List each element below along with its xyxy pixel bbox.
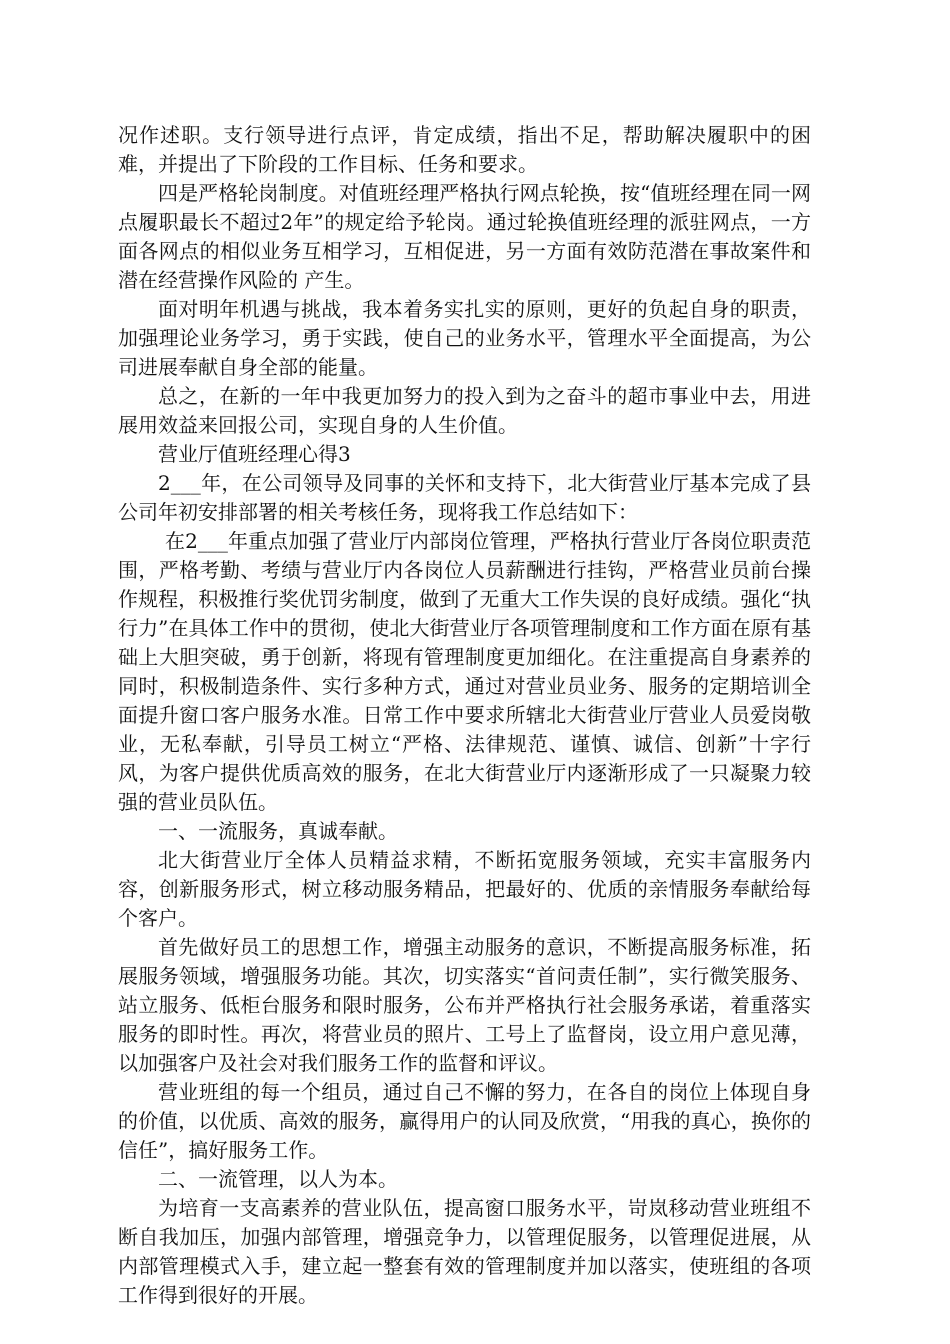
paragraph-10: 为培育一支高素养的营业队伍，提高窗口服务水平，岢岚移动营业班组不断自我加压，加强内部管理，增强竞争力，以管理促服务，以管理促进展，从内部管理模式入手，建立起一整套有效的管理制度并加以落实，使班组的各项工作得到很好的开展。: [118, 1196, 811, 1307]
subheading-1: 一、一流服务，真诚奉献。: [158, 819, 398, 843]
paragraph-2: 四是严格轮岗制度。对值班经理严格执行网点轮换，按“值班经理在同一网点履职最长不超过2年”的规定给予轮岗。通过轮换值班经理的派驻网点，一方面各网点的相似业务互相学习，互相促进，另一方面有效防范潜在事故案件和潜在经营操作风险的 产生。: [118, 181, 811, 292]
paragraph-3: 面对明年机遇与挑战，我本着务实扎实的原则，更好的负起自身的职责，加强理论业务学习，勇于实践，使自己的业务水平，管理水平全面提高，为公司进展奉献自身全部的能量。: [118, 297, 811, 379]
paragraph-1: 况作述职。支行领导进行点评，肯定成绩，指出不足，帮助解决履职中的困难，并提出了下阶段的工作目标、任务和要求。: [118, 123, 811, 176]
document-page: [118, 121, 811, 1310]
paragraph-5: 2___年，在公司领导及同事的关怀和支持下，北大街营业厅基本完成了县公司年初安排部署的相关考核任务，现将我工作总结如下：: [118, 471, 811, 524]
subheading-2: 二、一流管理，以人为本。: [158, 1167, 398, 1191]
paragraph-7: 北大街营业厅全体人员精益求精，不断拓宽服务领域，充实丰富服务内容，创新服务形式，树立移动服务精品，把最好的、优质的亲情服务奉献给每个客户。: [118, 848, 811, 930]
paragraph-9: 营业班组的每一个组员，通过自己不懈的努力，在各自的岗位上体现自身的价值，以优质、高效的服务，赢得用户的认同及欣赏，“用我的真心，换你的信任”，搞好服务工作。: [118, 1080, 811, 1162]
paragraph-8: 首先做好员工的思想工作，增强主动服务的意识，不断提高服务标准，拓展服务领域，增强服务功能。其次，切实落实“首问责任制”，实行微笑服务、站立服务、低柜台服务和限时服务，公布并严格执行社会服务承诺，着重落实服务的即时性。再次，将营业员的照片、工号上了监督岗，设立用户意见薄，以加强客户及社会对我们服务工作的监督和评议。: [118, 935, 811, 1075]
section-heading: 营业厅值班经理心得3: [158, 442, 351, 466]
paragraph-6: 在2___年重点加强了营业厅内部岗位管理，严格执行营业厅各岗位职责范围，严格考勤、考绩与营业厅内各岗位人员薪酬进行挂钩，严格营业员前台操作规程，积极推行奖优罚劣制度，做到了无重大工作失误的良好成绩。强化“执行力”在具体工作中的贯彻，使北大街营业厅各项管理制度和工作方面在原有基础上大胆突破，勇于创新，将现有管理制度更加细化。在注重提高自身素养的同时，积极制造条件、实行多种方式，通过对营业员业务、服务的定期培训全面提升窗口客户服务水准。日常工作中要求所辖北大街营业厅营业人员爱岗敬业，无私奉献，引导员工树立“严格、法律规范、谨慎、诚信、创新”十字行风，为客户提供优质高效的服务，在北大街营业厅内逐渐形成了一只凝聚力较强的营业员队伍。: [118, 529, 811, 814]
paragraph-4: 总之，在新的一年中我更加努力的投入到为之奋斗的超市事业中去，用进展用效益来回报公司，实现自身的人生价值。: [118, 384, 811, 437]
